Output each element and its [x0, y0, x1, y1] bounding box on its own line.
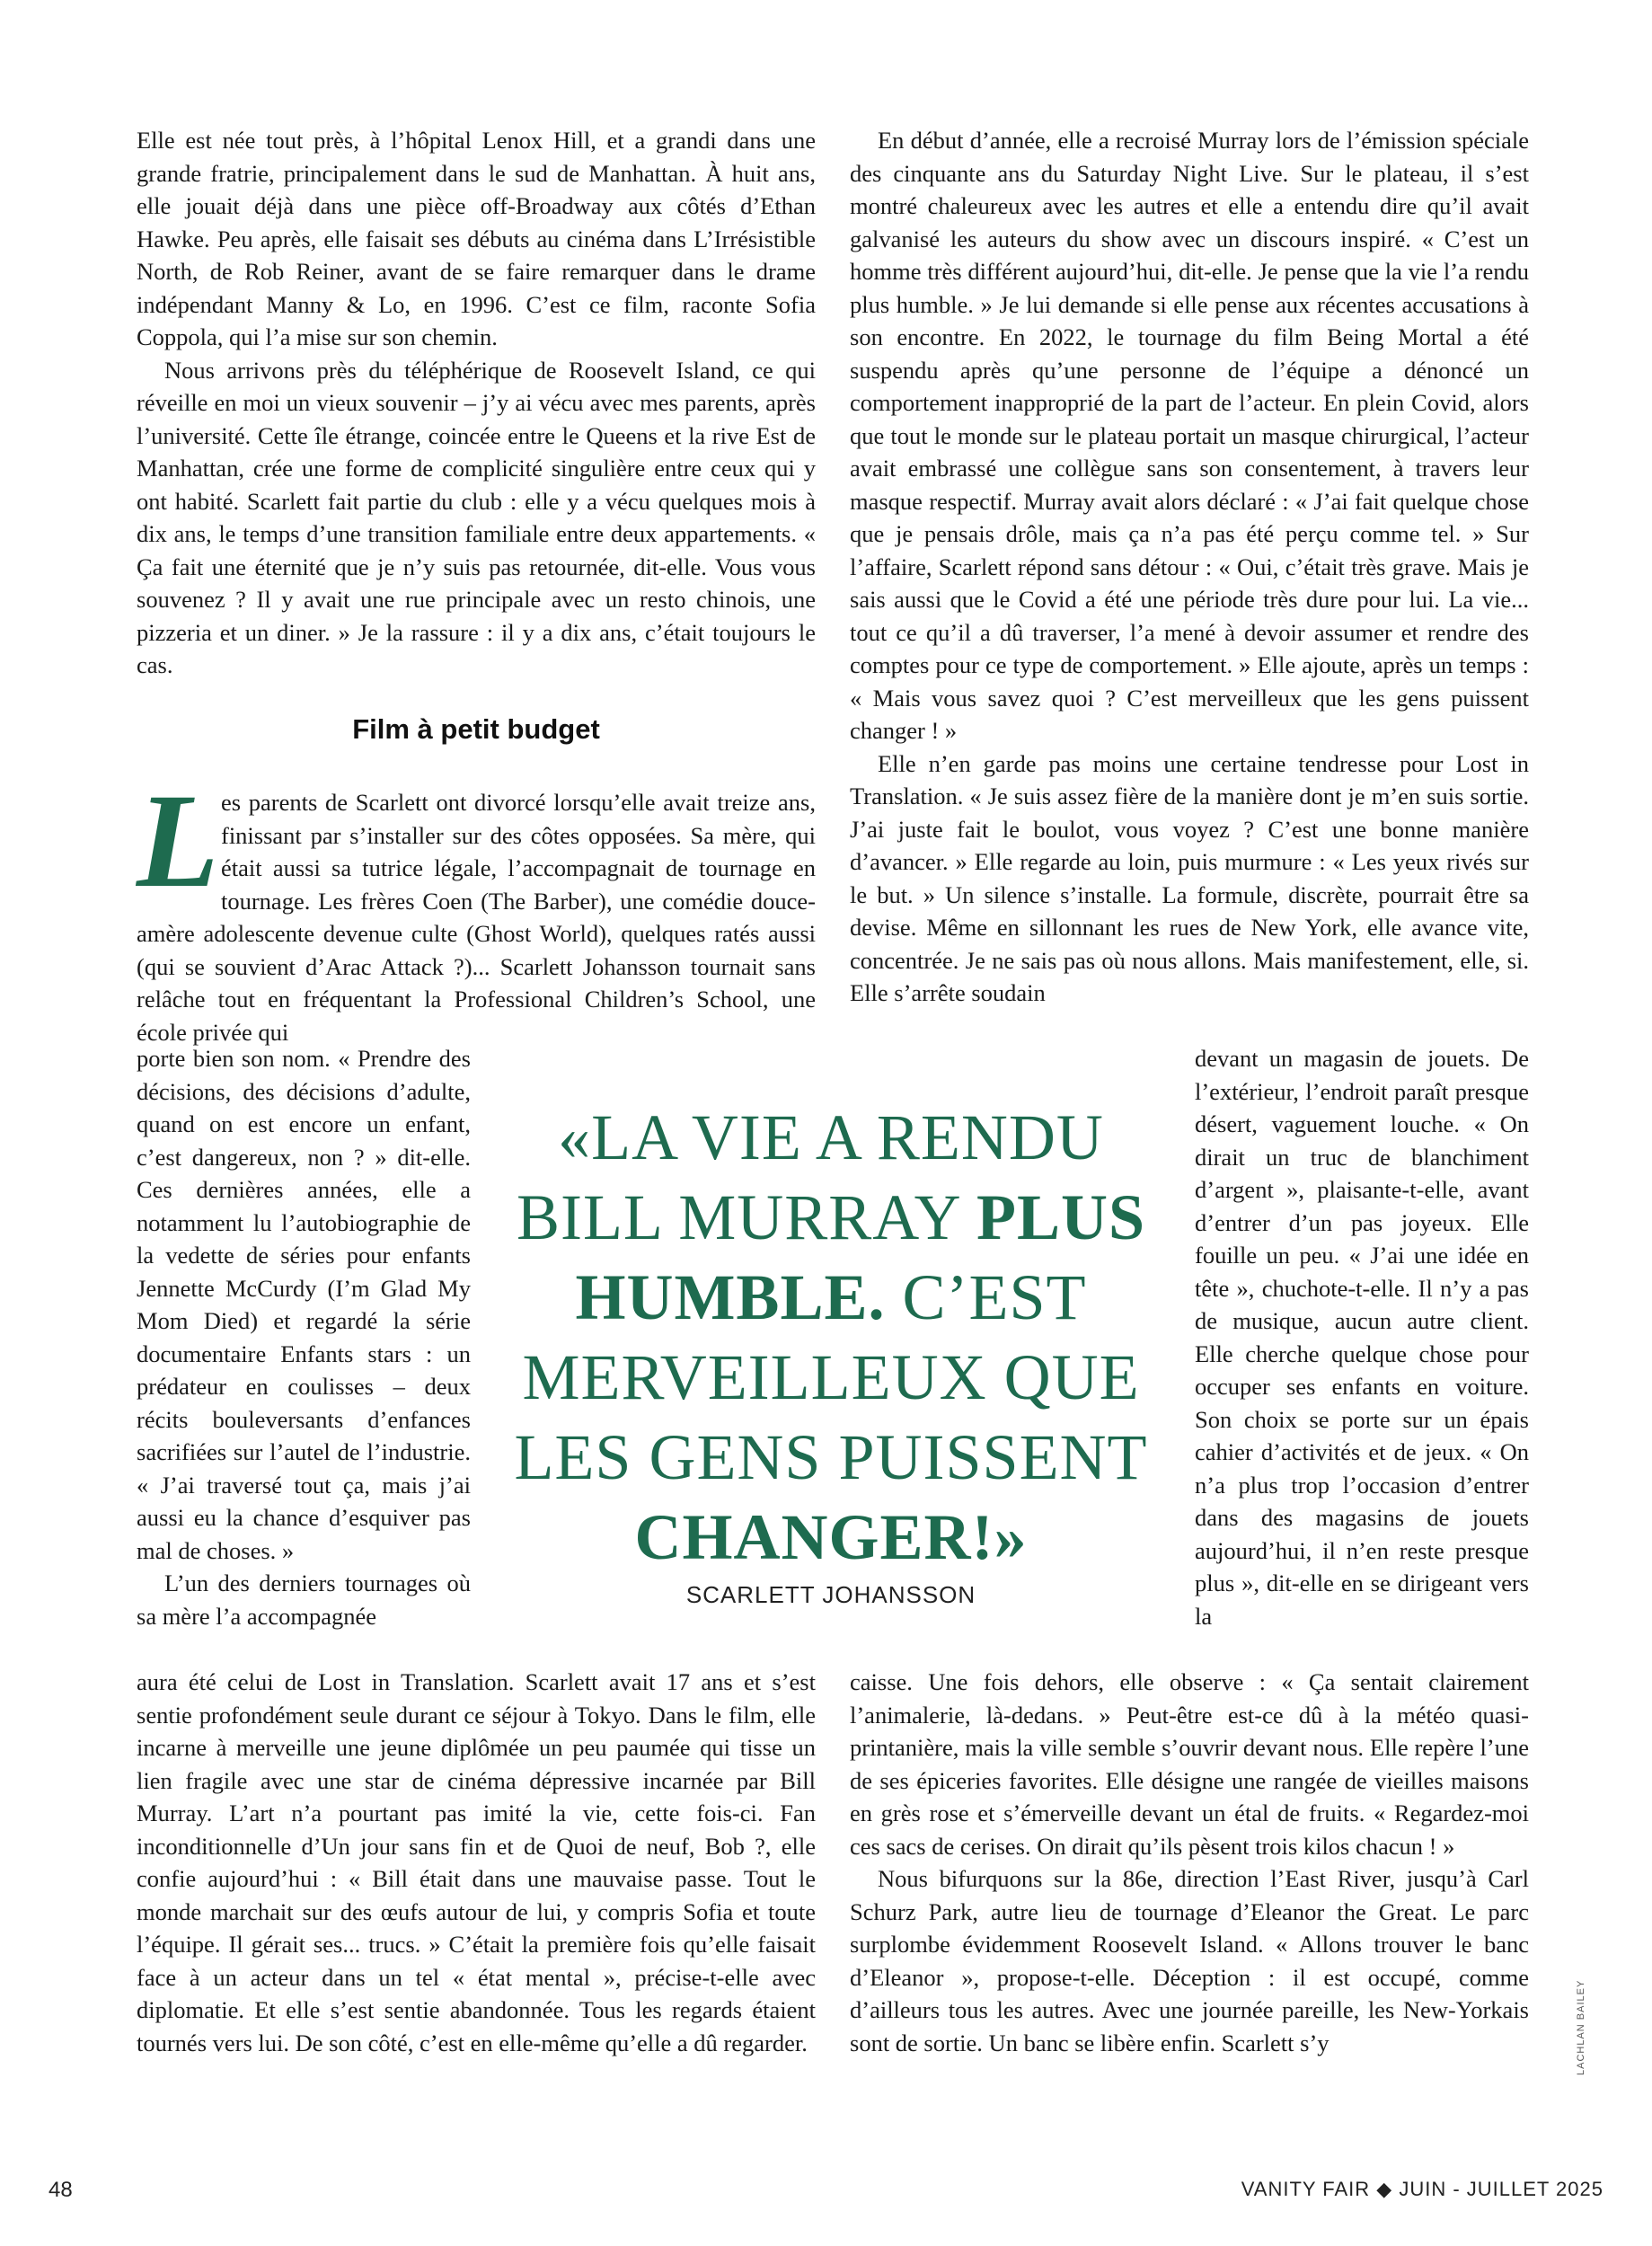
- paragraph-carl-schurz-park: Nous bifurquons sur la 86e, direction l’East River, jusqu’à Carl Schurz Park, autre lieu de tournage d’Eleanor the Great. Le parc surplombe évidemment Roosevelt Island. « Allons trouver le banc d’Eleanor », propose-t-elle. Déception : il est occupé, comme d’ailleurs tous les autres. Avec une journée pareille, les New-Yorkais sont de sortie. Un banc se libère enfin. Scarlett s’y: [850, 1865, 1529, 2056]
- paragraph-decisions: porte bien son nom. « Prendre des décisions, des décisions d’adulte, quand on est encore un enfant, c’est dangereux, non ? » dit-elle. Ces dernières années, elle a notamment lu l’autobiographie de la vedette de séries pour enfants Jennette McCurdy (I’m Glad My Mom Died) et regardé la série documentaire Enfants stars : un prédateur en coulisses – deux récits bouleversants d’enfances sacrifiées sur l’autel de l’industrie. « J’ai traversé tout ça, mais j’ai aussi eu la chance d’esquiver pas mal de choses. »: [137, 1045, 471, 1564]
- paragraph-murray: En début d’année, elle a recroisé Murray lors de l’émission spéciale des cinquante ans du Saturday Night Live. Sur le plateau, il s’est montré chaleureux avec les autres et elle a entendu dire qu’il avait galvanisé les auteurs du show avec un discours inspiré. « C’est un homme très différent aujourd’hui, dit-elle. Je pense que la vie l’a rendu plus humble. » Je lui demande si elle pense aux récentes accusations à son encontre. En 2022, le tournage du film Being Mortal a été suspendu après qu’une personne de l’équipe a dénoncé un comportement inapproprié de la part de l’acteur. En plein Covid, alors que tout le monde sur le plateau portait un masque chirurgical, l’acteur avait embrassé une collègue sans son consentement, à travers leur masque respectif. Murray avait alors déclaré : « J’ai fait quelque chose que je pensais drôle, mais ça n’a pas été perçu comme tel. » Sur l’affaire, Scarlett répond sans détour : « Oui, c’était très grave. Mais je sais aussi que le Covid a été une période très dure pour lui. La vie... tout ce qu’il a dû traverser, l’a mené à devoir assumer et rendre des comptes pour ce type de comportement. » Elle ajoute, après un temps : « Mais vous savez quoi ? C’est merveilleux que les gens puissent changer ! »: [850, 127, 1529, 744]
- dropcap-paragraph-text: es parents de Scarlett ont divorcé lorsqu’elle avait treize ans, finissant par s’installer sur des côtes opposées. Sa mère, qui était aussi sa tutrice légale, l’accompagnait de tournage en tournage. Les frères Coen (The Barber), une comédie douce-amère adolescente devenue culte (Ghost World), quelques ratés aussi (qui se souvient d’Arac Attack ?)... Scarlett Johansson tournait sans relâche tout en fréquentant la Professional Children’s School, une école privée qui: [137, 789, 816, 1046]
- dropcap-paragraph: [137, 766, 816, 1048]
- photo-credit: LACHLAN BAILEY: [1576, 1979, 1586, 2075]
- paragraph-toy-store: devant un magasin de jouets. De l’extérieur, l’endroit paraît presque désert, vaguement louche. « On dirait un truc de blanchiment d’argent », plaisante-t-elle, avant d’entrer d’un pas joyeux. Elle fouille un peu. « J’ai une idée en tête », chuchote-t-elle. Il n’y a pas de musique, aucun autre client. Elle cherche quelque chose pour occuper ses enfants en voiture. Son choix se porte sur un épais cahier d’activités et de jeux. « On n’a plus trop l’occasion d’entrer dans des magasins de jouets aujourd’hui, il n’en reste presque plus », dit-elle en se dirigeant vers la: [1195, 1045, 1529, 1630]
- pull-quote: [490, 1098, 1172, 1578]
- dropcap-letter: L: [137, 766, 219, 915]
- pull-quote-part-2: PLUS HUMBLE.: [575, 1181, 1146, 1333]
- pull-quote-part-1: «LA VIE A RENDU BILL MURRAY: [516, 1101, 1104, 1253]
- page-number: 48: [49, 2178, 73, 2202]
- paragraph-roosevelt-island: Nous arrivons près du téléphérique de Roosevelt Island, ce qui réveille en moi un vieux souvenir – j’y ai vécu avec mes parents, après l’université. Cette île étrange, coincée entre le Queens et la rive Est de Manhattan, crée une forme de complicité singulière entre ceux qui y ont habité. Scarlett fait partie du club : elle y a vécu quelques mois à dix ans, le temps d’une transition familiale entre deux appartements. « Ça fait une éternité que je n’y suis pas retournée, dit-elle. Vous vous souvenez ? Il y avait une rue principale avec un resto chinois, une pizzeria et un diner. » Je la rassure : il y a dix ans, c’était toujours le cas.: [137, 356, 816, 678]
- pull-quote-part-4: CHANGER!»: [634, 1501, 1028, 1573]
- article-column-right-narrow: [1195, 1042, 1529, 1632]
- pull-quote-attribution: SCARLETT JOHANSSON: [685, 1581, 976, 1608]
- paragraph-last-shoot: L’un des derniers tournages où sa mère l’a accompagnée: [137, 1570, 471, 1630]
- dropcap: [137, 766, 219, 915]
- article-column-left-bottom: [137, 1666, 816, 2059]
- section-subhead: Film à petit budget: [352, 713, 600, 745]
- pull-quote-part-3: C’EST MERVEILLEUX QUE LES GENS PUISSENT: [514, 1261, 1148, 1493]
- article-column-right-top: [850, 124, 1529, 1010]
- article-column-left-narrow: [137, 1042, 471, 1632]
- article-column-left-top: [137, 124, 816, 682]
- paragraph-tenderness: Elle n’en garde pas moins une certaine tendresse pour Lost in Translation. « Je suis assez fière de la manière dont je m’en suis sortie. J’ai juste fait le boulot, vous voyez ? C’est une bonne manière d’avancer. » Elle regarde au loin, puis murmure : « Les yeux rivés sur le but. » Un silence s’installe. La formule, discrète, pourrait être sa devise. Même en sillonnant les rues de New York, elle avance vite, concentrée. Je ne sais pas où nous allons. Mais manifestement, elle, si. Elle s’arrête soudain: [850, 749, 1529, 1006]
- paragraph-lost-in-translation: aura été celui de Lost in Translation. Scarlett avait 17 ans et s’est sentie profondément seule durant ce séjour à Tokyo. Dans le film, elle incarne à merveille une jeune diplômée un peu paumée qui tisse un lien fragile avec une star de cinéma dépressive incarnée par Bill Murray. L’art n’a pourtant pas imité la vie, cette fois-ci. Fan inconditionnelle d’Un jour sans fin et de Quoi de neuf, Bob ?, elle confie aujourd’hui : « Bill était dans une mauvaise passe. Tout le monde marchait sur des œufs autour de lui, y compris Sofia et toute l’équipe. Il gérait ses... trucs. » C’était la première fois qu’elle faisait face à un acteur dans un tel « état mental », précise-t-elle avec diplomatie. Et elle s’est sentie abandonnée. Tous les regards étaient tournés vers lui. De son côté, c’est en elle-même qu’elle a dû regarder.: [137, 1668, 816, 2056]
- running-footer: VANITY FAIR ◆ JUIN - JUILLET 2025: [1241, 2178, 1603, 2200]
- article-column-right-bottom: [850, 1666, 1529, 2059]
- paragraph-birth: Elle est née tout près, à l’hôpital Lenox Hill, et a grandi dans une grande fratrie, principalement dans le sud de Manhattan. À huit ans, elle jouait déjà dans une pièce off-Broadway aux côtés d’Ethan Hawke. Peu après, elle faisait ses débuts au cinéma dans L’Irrésistible North, de Rob Reiner, avant de se faire remarquer dans le drame indépendant Manny & Lo, en 1996. C’est ce film, raconte Sofia Coppola, qui l’a mise sur son chemin.: [137, 127, 816, 350]
- paragraph-outside: caisse. Une fois dehors, elle observe : « Ça sentait clairement l’animalerie, là-dedans. » Peut-être est-ce dû à la météo quasi-printanière, mais la ville semble s’ouvrir devant nous. Elle repère l’une de ses épiceries favorites. Elle désigne une rangée de vieilles maisons en grès rose et s’émerveille devant un étal de fruits. « Regardez-moi ces sacs de cerises. On dirait qu’ils pèsent trois kilos chacun ! »: [850, 1668, 1529, 1860]
